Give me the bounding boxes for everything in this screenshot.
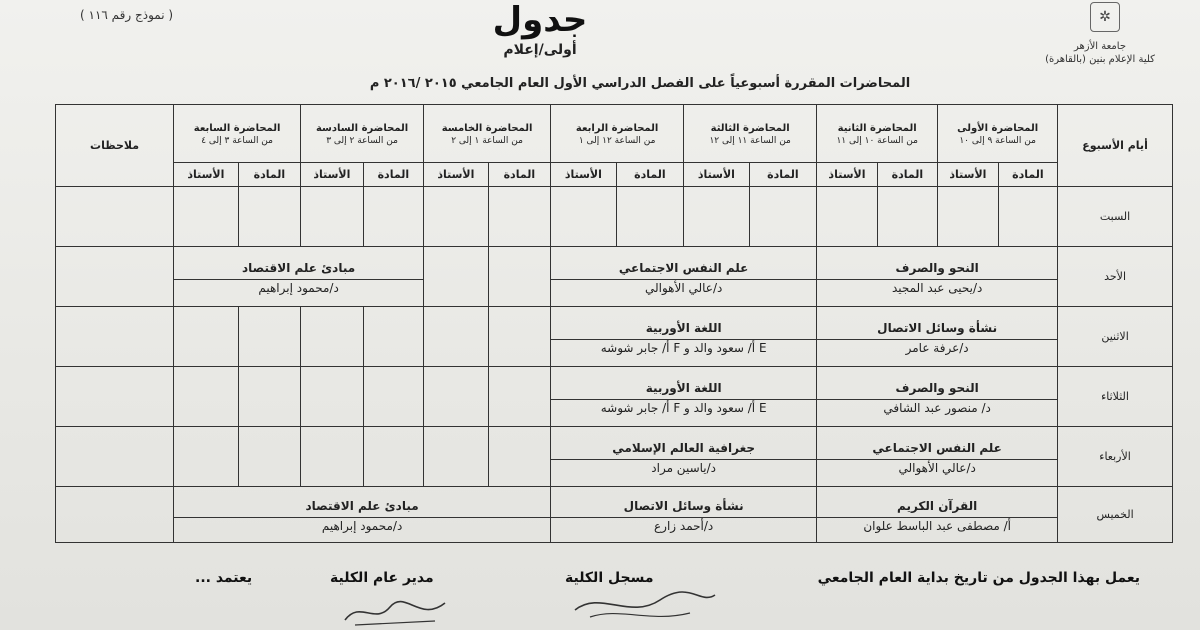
lecture-cell: النحو والصرف د/يحيى عبد المجيد xyxy=(817,247,1058,307)
period-header: المحاضرة السابعة من الساعة ٣ إلى ٤ xyxy=(174,105,301,163)
registrar-signature-icon xyxy=(570,585,720,625)
teacher-label: الأستاذ xyxy=(938,163,998,187)
table-row xyxy=(56,187,1173,247)
page-subtitle: أولى/إعلام xyxy=(503,42,577,58)
lecture-cell: علم النفس الاجتماعي د/عالي الأهوالي xyxy=(817,427,1058,487)
period-header: المحاضرة الأولى من الساعة ٩ إلى ١٠ xyxy=(938,105,1058,163)
teacher-label: الأستاذ xyxy=(817,163,877,187)
university-logo-icon: ✲ xyxy=(1090,2,1120,32)
table-row xyxy=(56,367,1173,427)
director-label: مدير عام الكلية xyxy=(330,570,434,586)
lecture-cell: علم النفس الاجتماعي د/عالي الأهوالي xyxy=(551,247,817,307)
subject-label: المادة xyxy=(877,163,937,187)
form-number: ( نموذج رقم ١١٦ ) xyxy=(80,8,174,22)
days-header: أيام الأسبوع xyxy=(1058,105,1173,187)
teacher-label: الأستاذ xyxy=(424,163,489,187)
notes-cell xyxy=(56,247,174,307)
footer-note: يعمل بهذا الجدول من تاريخ بداية العام الجامعي xyxy=(817,570,1140,586)
table-row xyxy=(56,487,1173,543)
lecture-cell: اللغة الأوربية E أ/ سعود والد و F أ/ جابر شوشه xyxy=(551,367,817,427)
lecture-cell: نشأة وسائل الاتصال د/أحمد زارع xyxy=(551,487,817,543)
subject-label: المادة xyxy=(998,163,1057,187)
table-row xyxy=(56,307,1173,367)
director-signature-icon xyxy=(340,595,450,630)
notes-cell xyxy=(56,367,174,427)
header-row-labels xyxy=(56,163,1173,187)
period-header: المحاضرة الثالثة من الساعة ١١ إلى ١٢ xyxy=(684,105,817,163)
notes-cell xyxy=(56,187,174,247)
day-label: الاثنين xyxy=(1058,307,1173,367)
lecture-cell: النحو والصرف د/ منصور عبد الشافي xyxy=(817,367,1058,427)
day-label: الأحد xyxy=(1058,247,1173,307)
period-header: المحاضرة الخامسة من الساعة ١ إلى ٢ xyxy=(424,105,551,163)
day-label: الخميس xyxy=(1058,487,1173,543)
approve-label: يعتمد ... xyxy=(195,570,253,586)
lecture-cell: مبادئ علم الاقتصاد د/محمود إبراهيم xyxy=(174,247,424,307)
subject-label: المادة xyxy=(749,163,817,187)
period-header: المحاضرة الرابعة من الساعة ١٢ إلى ١ xyxy=(551,105,684,163)
schedule-table xyxy=(55,104,1173,543)
subject-label: المادة xyxy=(238,163,300,187)
subject-label: المادة xyxy=(488,163,550,187)
notes-cell xyxy=(56,487,174,543)
university-line-2: كلية الإعلام بنين (بالقاهرة) xyxy=(1045,54,1155,65)
teacher-label: الأستاذ xyxy=(684,163,750,187)
notes-cell xyxy=(56,307,174,367)
page-title: جدول xyxy=(492,0,588,40)
day-label: الأربعاء xyxy=(1058,427,1173,487)
teacher-label: الأستاذ xyxy=(301,163,364,187)
schedule-heading: المحاضرات المقررة أسبوعياً على الفصل الدراسي الأول العام الجامعي ٢٠١٥ /٢٠١٦ م xyxy=(369,76,911,91)
notes-header: ملاحظات xyxy=(56,105,174,187)
lecture-cell: مبادئ علم الاقتصاد د/محمود إبراهيم xyxy=(174,487,551,543)
teacher-label: الأستاذ xyxy=(174,163,239,187)
period-header: المحاضرة السادسة من الساعة ٢ إلى ٣ xyxy=(301,105,424,163)
day-label: السبت xyxy=(1058,187,1173,247)
table-row xyxy=(56,427,1173,487)
day-label: الثلاثاء xyxy=(1058,367,1173,427)
lecture-cell: جغرافية العالم الإسلامي د/ياسين مراد xyxy=(551,427,817,487)
university-line-1: جامعة الأزهر xyxy=(1073,41,1127,52)
lecture-cell: القرآن الكريم أ/ مصطفى عبد الباسط علوان xyxy=(817,487,1058,543)
lecture-cell: اللغة الأوربية E أ/ سعود والد و F أ/ جابر شوشه xyxy=(551,307,817,367)
lecture-cell: نشأة وسائل الاتصال د/عرفة عامر xyxy=(817,307,1058,367)
subject-label: المادة xyxy=(363,163,423,187)
university-name xyxy=(1030,40,1170,66)
period-header: المحاضرة الثانية من الساعة ١٠ إلى ١١ xyxy=(817,105,938,163)
header-row-periods xyxy=(56,105,1173,163)
subject-label: المادة xyxy=(616,163,684,187)
table-row xyxy=(56,247,1173,307)
registrar-label: مسجل الكلية xyxy=(565,570,654,586)
notes-cell xyxy=(56,427,174,487)
teacher-label: الأستاذ xyxy=(551,163,617,187)
